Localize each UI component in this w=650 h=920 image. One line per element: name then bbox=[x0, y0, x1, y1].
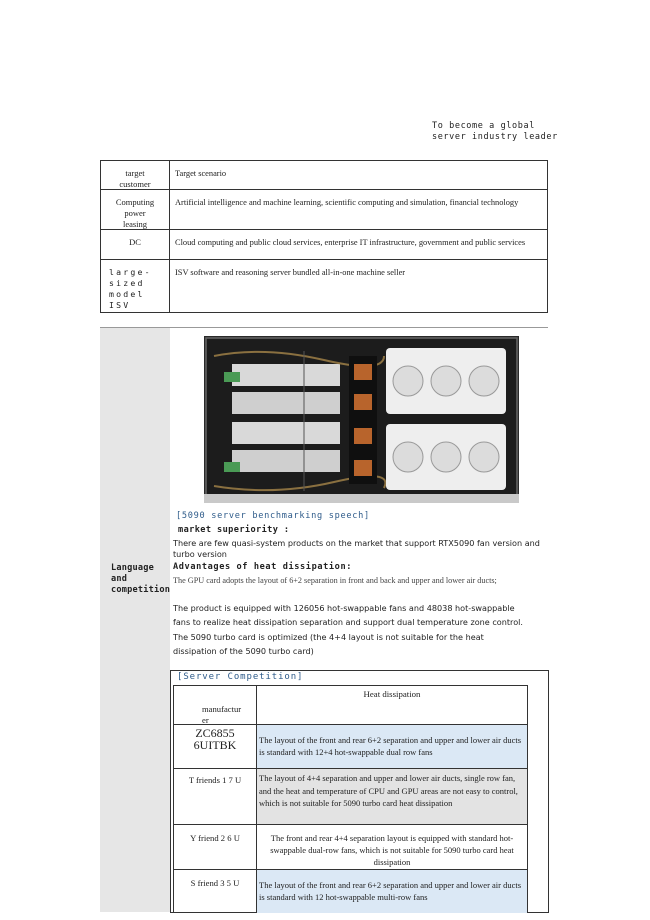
section-label-column bbox=[100, 327, 170, 671]
customer-cell: DC bbox=[101, 230, 170, 259]
column-divider bbox=[256, 686, 257, 912]
section-divider bbox=[170, 327, 548, 328]
slogan-line-1: To become a global bbox=[432, 121, 535, 131]
slogan bbox=[432, 121, 558, 143]
table-row bbox=[174, 824, 527, 869]
heat-description: The front and rear 4+4 separation layout is equipped with standard hot-swappable dual-row fans, which is not suitable for 5090 turbo card heat dissipation bbox=[270, 833, 514, 867]
heat-dissipation-text: The GPU card adopts the layout of 6+2 separation in front and back and upper and lower air ducts; bbox=[173, 576, 497, 585]
competition-label-column bbox=[100, 670, 170, 912]
scenario-cell: ISV software and reasoning server bundled all-in-one machine seller bbox=[175, 268, 406, 277]
server-photo bbox=[204, 336, 519, 503]
table-row bbox=[174, 768, 527, 824]
target-customer-table bbox=[100, 160, 548, 313]
table-row bbox=[101, 260, 547, 312]
header-manufacturer: manufactur er bbox=[202, 704, 242, 725]
header-target-customer: target customer bbox=[101, 161, 170, 189]
slogan-line-2: server industry leader bbox=[432, 132, 558, 142]
table-row bbox=[174, 869, 527, 913]
manufacturer-name: T friends 1 7 U bbox=[188, 775, 242, 785]
competition-table bbox=[173, 685, 528, 913]
manufacturer-name: Y friend 2 6 U bbox=[190, 833, 240, 843]
market-superiority-text: There are few quasi-system products on the market that support RTX5090 fan version and turbo version bbox=[173, 538, 540, 559]
heat-dissipation-title: Advantages of heat dissipation: bbox=[173, 562, 352, 572]
language-competition-label: Language and competition bbox=[111, 563, 171, 595]
benchmark-title: [5090 server benchmarking speech] bbox=[176, 511, 370, 521]
table-row bbox=[101, 190, 547, 230]
table-row bbox=[174, 724, 527, 768]
heat-description: The layout of 4+4 separation and upper and lower air ducts, single row fan, and the heat and temperature of CPU and GPU areas are not easy to control, which is not suitable for 5090 turbo card heat dissipation bbox=[257, 769, 527, 824]
market-superiority-title: market superiority : bbox=[178, 525, 290, 535]
header-heat-dissipation: Heat dissipation bbox=[363, 689, 421, 699]
table-row bbox=[101, 230, 547, 260]
customer-cell: Computing power leasing bbox=[101, 190, 170, 229]
header-target-scenario: Target scenario bbox=[175, 169, 227, 178]
product-description: The product is equipped with 126056 hot-swappable fans and 48038 hot-swappable fans to realize heat dissipation separation and support dual temperature zone control. The 5090 turbo card is optimized (the 4+4 layout is not suitable for the heat dissipation of the 5090 turbo card) bbox=[173, 603, 523, 657]
customer-cell: large- sized model ISV bbox=[101, 260, 170, 312]
heat-description: The layout of the front and rear 6+2 separation and upper and lower air ducts is standard with 12+4 hot-swappable dual row fans bbox=[257, 725, 527, 768]
manufacturer-name: S friend 3 5 U bbox=[190, 878, 240, 888]
heat-description: The layout of the front and rear 6+2 separation and upper and lower air ducts is standard with 12 hot-swappable multi-row fans bbox=[257, 870, 527, 913]
scenario-cell: Cloud computing and public cloud services, enterprise IT infrastructure, government and public services bbox=[175, 238, 526, 247]
scenario-cell: Artificial intelligence and machine learning, scientific computing and simulation, financial technology bbox=[175, 198, 519, 207]
table-header-row bbox=[101, 161, 547, 190]
server-competition-title: [Server Competition] bbox=[177, 672, 304, 682]
manufacturer-name: ZC6855 6UITBK bbox=[193, 726, 237, 752]
